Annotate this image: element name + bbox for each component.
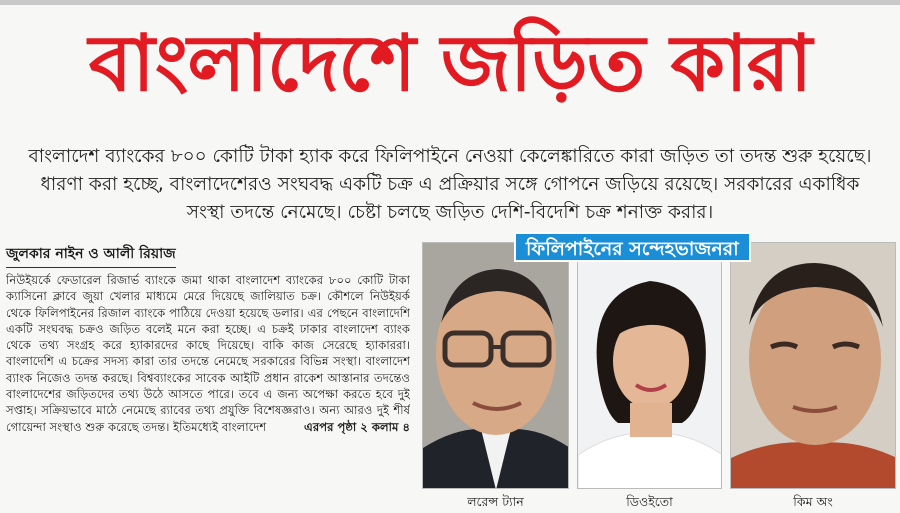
portrait-photo-1 bbox=[422, 242, 569, 489]
photo-caption-3: কিম অং bbox=[793, 494, 833, 509]
headline: বাংলাদেশে জড়িত কারা bbox=[88, 19, 812, 109]
photo-caption-2: ডিওইতো bbox=[626, 494, 673, 509]
portrait-photo-3 bbox=[730, 242, 896, 489]
photo-banner: ফিলিপাইনের সন্দেহভাজনরা bbox=[514, 232, 751, 262]
article-body-text: নিউইয়র্কে ফেডারেল রিজার্ভ ব্যাংকে জমা থাকা বাংলাদেশ ব্যাংকের ৮০০ কোটি টাকা ক্যাসিনো ক্লাবে জুয়া খেলার মাধ্যমে মেরে দিয়েছে জালিয়াত চক্র। কৌশলে নিউইয়র্ক থেকে ফিলিপাইনের রিজাল ব্যাংকে পাঠিয়ে দেওয়া হয়েছে ডলার। এর পেছনে বাংলাদেশি একটি সংঘবদ্ধ চক্রও জড়িত বলেই মনে করা হচ্ছে। এ চক্রই ঢাকার বাংলাদেশ ব্যাংক থেকে তথ্য সংগ্রহ করে হ্যাকারদের কাছে দিয়েছে। বাকি কাজ সেরেছে হ্যাকাররা। বাংলাদেশি এ চক্রের সদস্য কারা তার তদন্তে নেমেছে সরকারের বিভিন্ন সংস্থা। বাংলাদেশ ব্যাংক নিজেও তদন্ত করছে। বিশ্বব্যাংকের সাবেক আইটি প্রধান রাকেশ আস্তানার তদন্তেও বাংলাদেশের জড়িতদের তথ্য উঠে আসতে পারে। তবে এ জন্য অপেক্ষা করতে হবে দুই সপ্তাহ। সক্রিয়ভাবে মাঠে নেমেছে র‍্যাবের তথ্য প্রযুক্তি বিশেষজ্ঞরাও। অন্য আরও দুই শীর্ষ গোয়েন্দা সংস্থাও শুরু করেছে তদন্ত। ইতিমধ্যেই বাংলাদেশ bbox=[6, 273, 410, 434]
continuation-note: এরপর পৃষ্ঠা ২ কলাম ৪ bbox=[304, 419, 410, 434]
lede-paragraph: বাংলাদেশ ব্যাংকের ৮০০ কোটি টাকা হ্যাক করে ফিলিপাইনে নেওয়া কেলেঙ্কারিতে কারা জড়িত তা তদন্ত শুরু হয়েছে। ধারণা করা হচ্ছে, বাংলাদেশেরও সংঘবদ্ধ একটি চক্র এ প্রক্রিয়ার সঙ্গে গোপনে জড়িয়ে রয়েছে। সরকারের একাধিক সংস্থা তদন্তে নেমেছে। চেষ্টা চলছে জড়িত দেশি-বিদেশি চক্র শনাক্ত করার। bbox=[28, 146, 872, 223]
photo-strip bbox=[418, 232, 900, 513]
top-rule bbox=[0, 0, 900, 5]
portrait-2-illustration bbox=[578, 243, 722, 489]
portrait-photo-2 bbox=[577, 242, 722, 489]
photo-caption-1: লরেন্স ট্যান bbox=[467, 494, 524, 509]
byline: জুলকার নাইন ও আলী রিয়াজ bbox=[6, 242, 176, 268]
portrait-3-illustration bbox=[731, 243, 896, 489]
article-body bbox=[6, 272, 410, 512]
portrait-1-illustration bbox=[423, 243, 569, 489]
